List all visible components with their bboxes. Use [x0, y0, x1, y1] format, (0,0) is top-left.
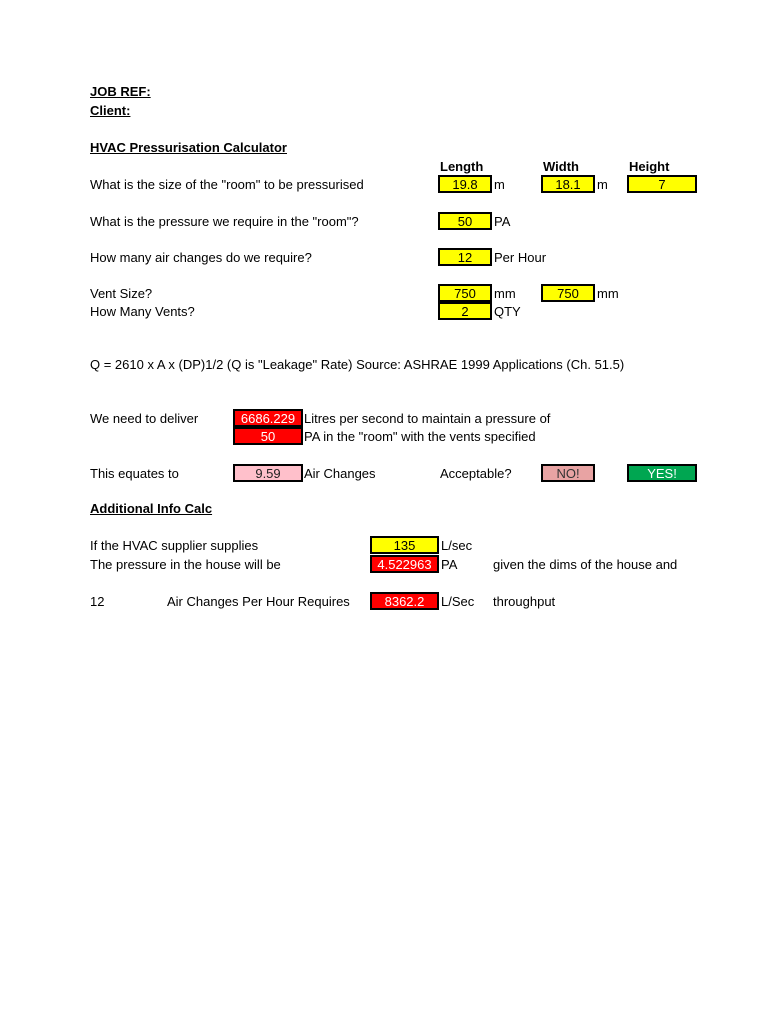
width-input[interactable]: 18.1: [541, 175, 595, 193]
ac-count: 12: [90, 594, 105, 609]
vent-size-b-unit: mm: [597, 286, 619, 301]
vent-count-input[interactable]: 2: [438, 302, 492, 320]
length-unit: m: [494, 177, 505, 192]
deliver-value: 6686.229: [233, 409, 303, 427]
throughput-note: throughput: [493, 594, 556, 609]
house-pressure-label: The pressure in the house will be: [90, 557, 281, 572]
additional-info-title: Additional Info Calc: [90, 501, 213, 516]
air-changes-question: How many air changes do we require?: [90, 250, 312, 265]
client-label: Client:: [90, 103, 131, 118]
supplier-input[interactable]: 135: [370, 536, 439, 554]
supplier-label: If the HVAC supplier supplies: [90, 538, 259, 553]
width-header: Width: [543, 159, 579, 174]
job-ref-label: JOB REF:: [90, 84, 151, 99]
requires-unit: L/Sec: [441, 594, 475, 609]
house-pressure-unit: PA: [441, 557, 458, 572]
acceptable-label: Acceptable?: [440, 466, 512, 481]
deliver-label: We need to deliver: [90, 411, 199, 426]
house-note: given the dims of the house and: [493, 557, 678, 572]
width-unit: m: [597, 177, 608, 192]
air-changes-unit: Per Hour: [494, 250, 547, 265]
requires-value: 8362.2: [370, 592, 439, 610]
vent-size-a-unit: mm: [494, 286, 516, 301]
deliver-pressure-value: 50: [233, 427, 303, 445]
house-pressure-value: 4.522963: [370, 555, 439, 573]
equates-unit: Air Changes: [304, 466, 376, 481]
pressure-question: What is the pressure we require in the "room"?: [90, 214, 359, 229]
page-title: HVAC Pressurisation Calculator: [90, 140, 287, 155]
vent-size-b-input[interactable]: 750: [541, 284, 595, 302]
requires-label: Air Changes Per Hour Requires: [167, 594, 350, 609]
length-header: Length: [440, 159, 484, 174]
vent-size-label: Vent Size?: [90, 286, 153, 301]
formula-text: Q = 2610 x A x (DP)1/2 (Q is "Leakage" Rate) Source: ASHRAE 1999 Applications (Ch. 51.5): [90, 357, 625, 372]
air-changes-input[interactable]: 12: [438, 248, 492, 266]
equates-value: 9.59: [233, 464, 303, 482]
length-input[interactable]: 19.8: [438, 175, 492, 193]
vent-size-a-input[interactable]: 750: [438, 284, 492, 302]
pressure-input[interactable]: 50: [438, 212, 492, 230]
vent-count-label: How Many Vents?: [90, 304, 195, 319]
height-header: Height: [629, 159, 670, 174]
deliver-text: Litres per second to maintain a pressure of: [304, 411, 551, 426]
vent-count-unit: QTY: [494, 304, 521, 319]
pressure-unit: PA: [494, 214, 511, 229]
supplier-unit: L/sec: [441, 538, 473, 553]
deliver-pressure-text: PA in the "room" with the vents specified: [304, 429, 536, 444]
acceptable-no-indicator: NO!: [541, 464, 595, 482]
height-input[interactable]: 7: [627, 175, 697, 193]
equates-label: This equates to: [90, 466, 179, 481]
room-size-question: What is the size of the "room" to be pressurised: [90, 177, 364, 192]
acceptable-yes-indicator: YES!: [627, 464, 697, 482]
